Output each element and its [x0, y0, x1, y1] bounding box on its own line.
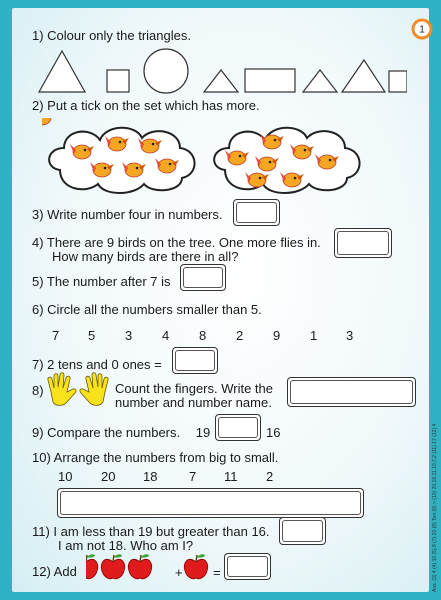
- question-9-label: 9) Compare the numbers.: [32, 425, 181, 440]
- question-1: 1) Colour only the triangles.: [32, 28, 191, 43]
- answer-box-q12[interactable]: [224, 553, 271, 580]
- question-12-label: 12) Add: [32, 564, 77, 579]
- birds-left: [42, 118, 202, 198]
- answer-key: Ans. (3) 4 (4) 10 (5) 8 (7) 20 (8) Ten (9) > (10) 20,18,11,10,7,2 (11) 17 (12) 4: [432, 423, 438, 592]
- circle-number[interactable]: 5: [88, 328, 96, 343]
- circle-number[interactable]: 4: [162, 328, 170, 343]
- plus-sign: +: [175, 565, 183, 580]
- cloud-set-right: [207, 118, 367, 198]
- question-4-line-2: How many birds are there in all?: [52, 249, 239, 264]
- square-shape: [107, 70, 129, 92]
- circle-number[interactable]: 7: [52, 328, 60, 343]
- answer-box-q7[interactable]: [172, 347, 218, 374]
- arrange-number: 20: [101, 469, 116, 484]
- question-8-line-1: Count the fingers. Write the: [115, 381, 274, 396]
- question-10: 10) Arrange the numbers from big to small.: [32, 450, 279, 465]
- question-11-line-1: 11) I am less than 19 but greater than 16.: [32, 524, 270, 539]
- square-shape: [389, 71, 407, 92]
- question-8-line-2: number and number name.: [115, 395, 272, 410]
- triangle-shape: [303, 70, 337, 92]
- triangle-shape: [342, 60, 385, 92]
- shapes-row: [37, 46, 407, 94]
- question-4-line-1: 4) There are 9 birds on the tree. One more flies in.: [32, 235, 321, 250]
- question-2: 2) Put a tick on the set which has more.: [32, 98, 260, 113]
- worksheet: [12, 8, 438, 592]
- apple-icon: [86, 554, 98, 578]
- question-11-line-2: I am not 18. Who am I?: [58, 538, 194, 553]
- triangle-shape: [39, 51, 85, 92]
- arrange-number: 18: [143, 469, 158, 484]
- compare-right-number: 16: [266, 425, 281, 440]
- arrange-number: 10: [58, 469, 73, 484]
- question-3: 3) Write number four in numbers.: [32, 207, 223, 222]
- question-6: 6) Circle all the numbers smaller than 5.: [32, 302, 262, 317]
- arrange-number: 7: [189, 469, 197, 484]
- answer-box-q3[interactable]: [233, 199, 280, 226]
- question-8-label: 8): [32, 383, 44, 398]
- answer-box-q11[interactable]: [279, 517, 326, 545]
- answer-box-q8[interactable]: [287, 377, 416, 407]
- circle-number[interactable]: 8: [199, 328, 207, 343]
- compare-left-number: 19: [195, 425, 211, 440]
- question-7: 7) 2 tens and 0 ones =: [32, 357, 162, 372]
- arrange-number: 11: [224, 469, 238, 484]
- equals-sign: =: [213, 565, 221, 580]
- page-number-badge: [411, 18, 433, 40]
- circle-shape: [144, 49, 188, 93]
- question-9: [32, 425, 210, 440]
- answer-box-q10[interactable]: [57, 488, 364, 518]
- hands-icon: [45, 372, 111, 410]
- question-5: 5) The number after 7 is: [32, 274, 171, 289]
- rectangle-shape: [245, 69, 295, 92]
- triangle-shape: [204, 70, 238, 92]
- svg-text:1: 1: [419, 24, 425, 36]
- answer-box-q5[interactable]: [180, 264, 226, 291]
- circle-number[interactable]: 3: [125, 328, 133, 343]
- circle-number[interactable]: 1: [310, 328, 318, 343]
- answer-box-q9[interactable]: [215, 414, 261, 441]
- answer-box-q4[interactable]: [334, 228, 392, 258]
- circle-number[interactable]: 2: [236, 328, 244, 343]
- circle-number[interactable]: 9: [273, 328, 281, 343]
- circle-number[interactable]: 3: [346, 328, 354, 343]
- arrange-number: 2: [266, 469, 274, 484]
